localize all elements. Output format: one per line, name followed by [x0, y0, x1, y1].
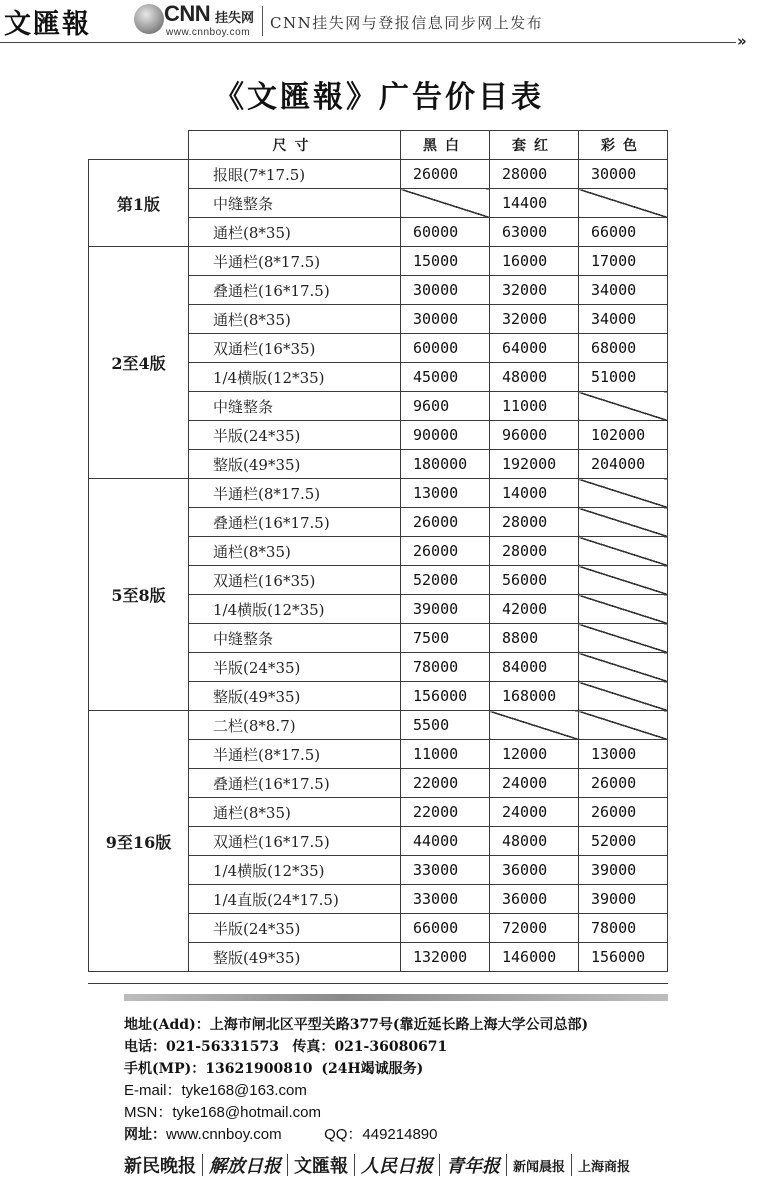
size-cell: 通栏(8*35)	[189, 218, 401, 247]
price-color: 78000	[579, 914, 668, 943]
price-bw: 5500	[401, 711, 490, 740]
email-label: E-mail：	[124, 1082, 182, 1099]
size-cell: 双通栏(16*35)	[189, 566, 401, 595]
price-red: 24000	[490, 798, 579, 827]
price-bw: 26000	[401, 508, 490, 537]
column-header-color: 彩色	[579, 131, 668, 160]
price-red: 168000	[490, 682, 579, 711]
phone-row	[124, 1036, 684, 1058]
msn-link[interactable]: tyke168@hotmail.com	[172, 1104, 321, 1121]
table-row	[89, 160, 668, 189]
price-bw: 15000	[401, 247, 490, 276]
section-label: 9至16版	[89, 711, 189, 972]
price-bw: 9600	[401, 392, 490, 421]
contact-info	[124, 1014, 684, 1146]
section-label: 2至4版	[89, 247, 189, 479]
price-not-available	[579, 189, 668, 218]
price-red: 12000	[490, 740, 579, 769]
mobile-row	[124, 1058, 684, 1080]
price-not-available	[579, 653, 668, 682]
web-label: 网址：	[124, 1127, 166, 1143]
price-bw: 44000	[401, 827, 490, 856]
size-cell: 半版(24*35)	[189, 653, 401, 682]
price-not-available	[579, 508, 668, 537]
table-row	[89, 247, 668, 276]
price-color: 68000	[579, 334, 668, 363]
price-color: 39000	[579, 885, 668, 914]
logo-xinmin: 新民晚报	[124, 1156, 196, 1177]
price-bw: 180000	[401, 450, 490, 479]
cnn-logo-subtitle: 挂失网	[215, 11, 255, 26]
price-not-available	[490, 711, 579, 740]
size-cell: 中缝整条	[189, 392, 401, 421]
price-not-available	[579, 392, 668, 421]
price-not-available	[579, 624, 668, 653]
price-bw: 66000	[401, 914, 490, 943]
price-not-available	[579, 566, 668, 595]
address-row	[124, 1014, 684, 1036]
price-bw: 22000	[401, 798, 490, 827]
price-color: 34000	[579, 276, 668, 305]
price-red: 84000	[490, 653, 579, 682]
price-not-available	[401, 189, 490, 218]
size-cell: 半版(24*35)	[189, 914, 401, 943]
page-header	[0, 0, 758, 50]
price-not-available	[579, 711, 668, 740]
price-red: 16000	[490, 247, 579, 276]
price-bw: 156000	[401, 682, 490, 711]
price-bw: 7500	[401, 624, 490, 653]
logo-wenhui: 文匯報	[294, 1156, 348, 1177]
price-color: 39000	[579, 856, 668, 885]
price-not-available	[579, 595, 668, 624]
cnn-logo[interactable]	[134, 2, 258, 40]
column-header-red: 套红	[490, 131, 579, 160]
price-color: 34000	[579, 305, 668, 334]
size-cell: 半通栏(8*17.5)	[189, 247, 401, 276]
price-red: 64000	[490, 334, 579, 363]
mobile-label: 手机(MP)：	[124, 1061, 206, 1077]
logo-divider	[287, 1154, 288, 1176]
column-header-size: 尺寸	[189, 131, 401, 160]
price-red: 48000	[490, 363, 579, 392]
price-red: 56000	[490, 566, 579, 595]
price-bw: 52000	[401, 566, 490, 595]
logo-qingnian: 青年报	[446, 1156, 500, 1177]
price-bw: 132000	[401, 943, 490, 972]
size-cell: 双通栏(16*35)	[189, 334, 401, 363]
size-cell: 叠通栏(16*17.5)	[189, 508, 401, 537]
price-red: 14400	[490, 189, 579, 218]
newspaper-logos	[124, 1150, 664, 1180]
price-color: 204000	[579, 450, 668, 479]
price-not-available	[579, 479, 668, 508]
price-red: 192000	[490, 450, 579, 479]
logo-chenbao: 新闻晨报	[513, 1159, 566, 1175]
header-tagline: CNN挂失网与登报信息同步网上发布	[270, 14, 544, 32]
phone-label: 电话：	[124, 1039, 166, 1055]
size-cell: 整版(49*35)	[189, 682, 401, 711]
size-cell: 半版(24*35)	[189, 421, 401, 450]
logo-jiefang: 解放日报	[209, 1156, 281, 1177]
column-header-bw: 黑白	[401, 131, 490, 160]
size-cell: 1/4直版(24*17.5)	[189, 885, 401, 914]
price-red: 32000	[490, 276, 579, 305]
price-bw: 13000	[401, 479, 490, 508]
price-red: 146000	[490, 943, 579, 972]
price-red: 36000	[490, 856, 579, 885]
price-red: 11000	[490, 392, 579, 421]
price-red: 96000	[490, 421, 579, 450]
table-header-row	[89, 131, 668, 160]
logo-divider	[202, 1154, 203, 1176]
qq-value[interactable]: 449214890	[362, 1126, 438, 1143]
web-link[interactable]: www.cnnboy.com	[166, 1126, 282, 1143]
price-not-available	[579, 682, 668, 711]
price-red: 48000	[490, 827, 579, 856]
size-cell: 中缝整条	[189, 624, 401, 653]
price-red: 63000	[490, 218, 579, 247]
page-title: 《文匯報》广告价目表	[214, 80, 544, 115]
brand-logo: 文匯報	[4, 9, 91, 40]
web-row	[124, 1124, 684, 1146]
size-cell: 叠通栏(16*17.5)	[189, 276, 401, 305]
table-row	[89, 711, 668, 740]
price-red: 72000	[490, 914, 579, 943]
price-bw: 45000	[401, 363, 490, 392]
price-bw: 60000	[401, 218, 490, 247]
size-cell: 整版(49*35)	[189, 943, 401, 972]
price-red: 32000	[490, 305, 579, 334]
size-cell: 1/4横版(12*35)	[189, 363, 401, 392]
footer-rule	[88, 983, 668, 984]
size-cell: 叠通栏(16*17.5)	[189, 769, 401, 798]
price-red: 28000	[490, 537, 579, 566]
address-label: 地址(Add)：	[124, 1017, 210, 1033]
price-color: 102000	[579, 421, 668, 450]
size-cell: 中缝整条	[189, 189, 401, 218]
price-table	[88, 130, 668, 972]
price-bw: 26000	[401, 537, 490, 566]
table-row	[89, 479, 668, 508]
price-color: 26000	[579, 769, 668, 798]
price-bw: 33000	[401, 885, 490, 914]
mobile-value[interactable]: 13621900810	[205, 1061, 313, 1077]
price-red: 42000	[490, 595, 579, 624]
price-red: 8800	[490, 624, 579, 653]
size-cell: 通栏(8*35)	[189, 798, 401, 827]
msn-label: MSN：	[124, 1104, 173, 1121]
price-red: 24000	[490, 769, 579, 798]
price-color: 30000	[579, 160, 668, 189]
double-arrow-icon: »	[737, 32, 745, 50]
price-bw: 30000	[401, 305, 490, 334]
logo-divider	[506, 1154, 507, 1176]
size-cell: 半通栏(8*17.5)	[189, 479, 401, 508]
price-color: 17000	[579, 247, 668, 276]
qq-label: QQ：	[324, 1126, 363, 1143]
price-bw: 30000	[401, 276, 490, 305]
price-color: 51000	[579, 363, 668, 392]
section-label: 第1版	[89, 160, 189, 247]
section-label: 5至8版	[89, 479, 189, 711]
footer-decor-bar	[124, 994, 668, 1001]
fax-label: 传真：	[292, 1039, 335, 1055]
price-color: 52000	[579, 827, 668, 856]
size-cell: 二栏(8*8.7)	[189, 711, 401, 740]
price-color: 156000	[579, 943, 668, 972]
size-cell: 整版(49*35)	[189, 450, 401, 479]
price-bw: 26000	[401, 160, 490, 189]
price-bw: 33000	[401, 856, 490, 885]
logo-divider	[354, 1154, 355, 1176]
price-red: 28000	[490, 508, 579, 537]
header-divider	[262, 6, 263, 36]
price-red: 36000	[490, 885, 579, 914]
price-bw: 22000	[401, 769, 490, 798]
size-cell: 半通栏(8*17.5)	[189, 740, 401, 769]
mobile-note: (24H竭诚服务)	[321, 1061, 424, 1077]
price-color: 66000	[579, 218, 668, 247]
fax-value: 021-36080671	[334, 1039, 448, 1055]
logo-shangbao: 上海商报	[578, 1159, 631, 1175]
size-cell: 通栏(8*35)	[189, 305, 401, 334]
price-color: 26000	[579, 798, 668, 827]
globe-icon	[134, 4, 164, 34]
address-value: 上海市闸北区平型关路377号(靠近延长路上海大学公司总部)	[209, 1017, 589, 1033]
msn-row	[124, 1102, 684, 1124]
cnn-logo-url: www.cnnboy.com	[166, 27, 251, 38]
logo-renmin: 人民日报	[361, 1156, 433, 1177]
header-corner	[89, 131, 189, 160]
price-not-available	[579, 537, 668, 566]
price-bw: 90000	[401, 421, 490, 450]
email-link[interactable]: tyke168@163.com	[181, 1082, 307, 1099]
price-bw: 39000	[401, 595, 490, 624]
price-bw: 78000	[401, 653, 490, 682]
size-cell: 报眼(7*17.5)	[189, 160, 401, 189]
price-color: 13000	[579, 740, 668, 769]
size-cell: 双通栏(16*17.5)	[189, 827, 401, 856]
email-row	[124, 1080, 684, 1102]
price-red: 14000	[490, 479, 579, 508]
size-cell: 1/4横版(12*35)	[189, 856, 401, 885]
price-bw: 11000	[401, 740, 490, 769]
size-cell: 1/4横版(12*35)	[189, 595, 401, 624]
cnn-logo-text: CNN	[164, 1, 211, 26]
phone-value[interactable]: 021-56331573	[166, 1039, 279, 1055]
price-red: 28000	[490, 160, 579, 189]
size-cell: 通栏(8*35)	[189, 537, 401, 566]
header-rule	[0, 42, 736, 43]
price-bw: 60000	[401, 334, 490, 363]
logo-divider	[571, 1154, 572, 1176]
logo-divider	[439, 1154, 440, 1176]
